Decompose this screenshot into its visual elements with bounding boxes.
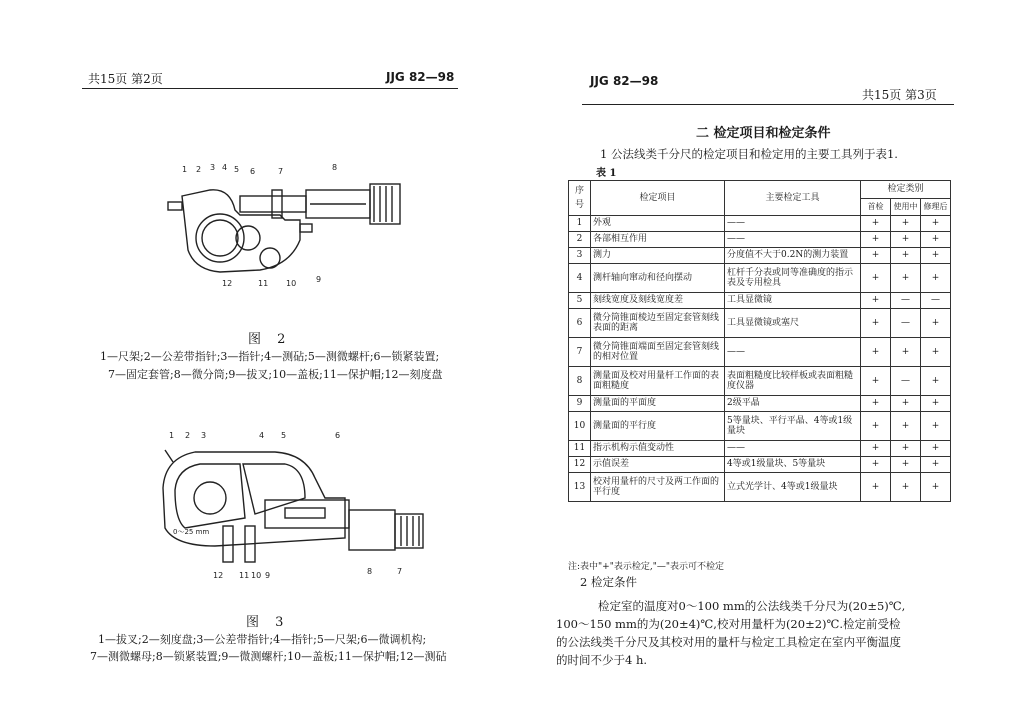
row-no: 10 bbox=[569, 412, 591, 441]
fig2-callout-1: 1 bbox=[182, 165, 188, 174]
figure3-caption-line1: 1—拔叉;2—刻度盘;3—公差带指针;4—指针;5—尺架;6—微调机构; bbox=[98, 633, 427, 646]
fig3-callout-6: 6 bbox=[335, 431, 341, 440]
row-item: 示值误差 bbox=[591, 457, 725, 473]
row-cat-repair: + bbox=[921, 248, 951, 264]
row-item: 测量面及校对用量杆工作面的表面粗糙度 bbox=[591, 367, 725, 396]
table-row bbox=[569, 367, 951, 396]
row-cat-first: + bbox=[861, 264, 891, 293]
row-cat-inuse: + bbox=[891, 457, 921, 473]
row-cat-repair: + bbox=[921, 338, 951, 367]
row-cat-inuse: — bbox=[891, 293, 921, 309]
fig2-callout-2: 2 bbox=[196, 165, 202, 174]
left-header-rule bbox=[82, 88, 458, 89]
fig2-callout-12: 12 bbox=[222, 279, 233, 288]
row-cat-first: + bbox=[861, 457, 891, 473]
row-cat-first: + bbox=[861, 367, 891, 396]
fig3-callout-4: 4 bbox=[259, 431, 265, 440]
fig2-callout-3: 3 bbox=[210, 163, 216, 172]
row-item: 测量面的平行度 bbox=[591, 412, 725, 441]
header-no-top: 序 bbox=[574, 185, 584, 196]
row-cat-first: + bbox=[861, 441, 891, 457]
fig3-callout-10: 10 bbox=[251, 571, 262, 580]
row-cat-inuse: + bbox=[891, 232, 921, 248]
row-tool: —— bbox=[725, 216, 861, 232]
header-cat-inuse: 使用中 bbox=[891, 198, 921, 216]
row-cat-repair: + bbox=[921, 367, 951, 396]
row-no: 8 bbox=[569, 367, 591, 396]
fig3-callout-3: 3 bbox=[201, 431, 207, 440]
row-cat-inuse: — bbox=[891, 367, 921, 396]
row-item: 测量面的平面度 bbox=[591, 396, 725, 412]
fig3-callout-7: 7 bbox=[397, 567, 403, 576]
figure2-caption-line2: 7—固定套管;8—微分筒;9—拔叉;10—盖板;11—保护帽;12—刻度盘 bbox=[108, 368, 443, 381]
paragraph-2-line1: 检定室的温度对0～100 mm的公法线类千分尺为(20±5)℃, bbox=[598, 599, 906, 613]
header-cat-repair: 修理后 bbox=[921, 198, 951, 216]
right-page-number: 共15页 第3页 bbox=[862, 88, 937, 102]
row-tool: —— bbox=[725, 232, 861, 248]
row-cat-first: + bbox=[861, 248, 891, 264]
row-tool: 2级平晶 bbox=[725, 396, 861, 412]
row-no: 3 bbox=[569, 248, 591, 264]
row-cat-repair: + bbox=[921, 396, 951, 412]
fig2-callout-5: 5 bbox=[234, 165, 240, 174]
fig3-callout-1: 1 bbox=[169, 431, 175, 440]
figure2-title: 图 2 bbox=[248, 332, 292, 347]
row-no: 12 bbox=[569, 457, 591, 473]
row-item: 测力 bbox=[591, 248, 725, 264]
row-item: 外观 bbox=[591, 216, 725, 232]
figure3-drawing bbox=[155, 428, 430, 583]
fig2-callout-8: 8 bbox=[332, 163, 338, 172]
row-cat-first: + bbox=[861, 232, 891, 248]
table-row bbox=[569, 264, 951, 293]
row-no: 4 bbox=[569, 264, 591, 293]
row-cat-first: + bbox=[861, 309, 891, 338]
row-cat-repair: + bbox=[921, 216, 951, 232]
row-no: 5 bbox=[569, 293, 591, 309]
figure2-caption-line1: 1—尺架;2—公差带指针;3—指针;4—测砧;5—测微螺杆;6—锁紧装置; bbox=[100, 350, 440, 363]
row-cat-repair: + bbox=[921, 264, 951, 293]
row-item: 指示机构示值变动性 bbox=[591, 441, 725, 457]
table-row bbox=[569, 396, 951, 412]
row-cat-repair: + bbox=[921, 473, 951, 502]
left-page-number: 共15页 第2页 bbox=[88, 72, 163, 86]
paragraph-1: 1 公法线类千分尺的检定项目和检定用的主要工具列于表1. bbox=[600, 147, 898, 161]
section-title: 二 检定项目和检定条件 bbox=[696, 126, 831, 141]
row-item: 测杆轴向窜动和径向摆动 bbox=[591, 264, 725, 293]
fig3-callout-2: 2 bbox=[185, 431, 191, 440]
fig2-callout-9: 9 bbox=[316, 275, 322, 284]
row-tool: 工具显微镜或塞尺 bbox=[725, 309, 861, 338]
row-tool: —— bbox=[725, 441, 861, 457]
row-tool: —— bbox=[725, 338, 861, 367]
fig3-callout-5: 5 bbox=[281, 431, 287, 440]
right-header-rule bbox=[582, 104, 954, 105]
row-tool: 表面粗糙度比较样板或表面粗糙度仪器 bbox=[725, 367, 861, 396]
row-no: 13 bbox=[569, 473, 591, 502]
table-header-row bbox=[569, 181, 951, 199]
table-label: 表 1 bbox=[596, 168, 617, 179]
fig2-callout-6: 6 bbox=[250, 167, 256, 176]
row-item: 微分筒锥面端面至固定套管刻线的相对位置 bbox=[591, 338, 725, 367]
row-no: 11 bbox=[569, 441, 591, 457]
fig3-callout-9: 9 bbox=[265, 571, 271, 580]
table-row bbox=[569, 412, 951, 441]
inspection-items-table bbox=[568, 180, 951, 502]
header-category: 检定类别 bbox=[861, 181, 951, 199]
paragraph-2-line4: 的时间不少于4 h. bbox=[556, 653, 648, 667]
figure3-caption-line2: 7—测微螺母;8—锁紧装置;9—微测螺杆;10—盖板;11—保护帽;12—测砧 bbox=[90, 650, 447, 663]
row-cat-repair: + bbox=[921, 232, 951, 248]
fig3-callout-11: 11 bbox=[239, 571, 250, 580]
fig2-callout-10: 10 bbox=[286, 279, 297, 288]
row-no: 9 bbox=[569, 396, 591, 412]
row-tool: 立式光学计、4等或1级量块 bbox=[725, 473, 861, 502]
paragraph-2-line3: 的公法线类千分尺及其校对用的量杆与检定工具检定在室内平衡温度 bbox=[556, 635, 901, 649]
row-tool: 5等量块、平行平晶、4等或1级量块 bbox=[725, 412, 861, 441]
row-item: 微分筒锥面棱边至固定套管刻线表面的距离 bbox=[591, 309, 725, 338]
row-no: 1 bbox=[569, 216, 591, 232]
row-no: 6 bbox=[569, 309, 591, 338]
header-no-bottom: 号 bbox=[574, 200, 584, 210]
table-note: 注:表中"+"表示检定,"—"表示可不检定 bbox=[568, 562, 724, 572]
row-no: 7 bbox=[569, 338, 591, 367]
left-page-standard-code: JJG 82—98 bbox=[386, 70, 455, 84]
figure3-title: 图 3 bbox=[246, 615, 290, 630]
paragraph-2-line2: 100～150 mm的为(20±4)℃,校对用量杆为(20±2)℃.检定前受检 bbox=[556, 617, 901, 631]
row-tool: 杠杆千分表或同等准确度的指示表及专用检具 bbox=[725, 264, 861, 293]
fig2-callout-7: 7 bbox=[278, 167, 284, 176]
row-item: 各部相互作用 bbox=[591, 232, 725, 248]
table-row bbox=[569, 293, 951, 309]
header-item: 检定项目 bbox=[591, 181, 725, 216]
row-tool: 4等或1级量块、5等量块 bbox=[725, 457, 861, 473]
header-cat-first: 首检 bbox=[861, 198, 891, 216]
row-tool: 分度值不大于0.2N的测力装置 bbox=[725, 248, 861, 264]
row-cat-inuse: + bbox=[891, 396, 921, 412]
row-cat-repair: — bbox=[921, 293, 951, 309]
row-cat-inuse: + bbox=[891, 473, 921, 502]
row-cat-first: + bbox=[861, 216, 891, 232]
row-cat-first: + bbox=[861, 293, 891, 309]
table-row bbox=[569, 441, 951, 457]
row-item: 刻线宽度及刻线宽度差 bbox=[591, 293, 725, 309]
right-page-standard-code: JJG 82—98 bbox=[590, 74, 659, 88]
row-cat-inuse: + bbox=[891, 338, 921, 367]
fig3-callout-8: 8 bbox=[367, 567, 373, 576]
table-row bbox=[569, 309, 951, 338]
table-row bbox=[569, 473, 951, 502]
row-cat-inuse: — bbox=[891, 309, 921, 338]
fig3-range-label: 0～25 mm bbox=[173, 528, 210, 536]
row-tool: 工具显微镜 bbox=[725, 293, 861, 309]
row-cat-first: + bbox=[861, 473, 891, 502]
table-row bbox=[569, 457, 951, 473]
row-item: 校对用量杆的尺寸及两工作面的平行度 bbox=[591, 473, 725, 502]
table-row bbox=[569, 338, 951, 367]
row-no: 2 bbox=[569, 232, 591, 248]
fig2-callout-11: 11 bbox=[258, 279, 269, 288]
row-cat-inuse: + bbox=[891, 441, 921, 457]
row-cat-inuse: + bbox=[891, 248, 921, 264]
row-cat-repair: + bbox=[921, 457, 951, 473]
row-cat-repair: + bbox=[921, 441, 951, 457]
row-cat-repair: + bbox=[921, 412, 951, 441]
fig3-callout-12: 12 bbox=[213, 571, 224, 580]
row-cat-inuse: + bbox=[891, 412, 921, 441]
figure2-drawing bbox=[160, 160, 420, 290]
table-row bbox=[569, 216, 951, 232]
table-row bbox=[569, 232, 951, 248]
table-body bbox=[569, 216, 951, 502]
row-cat-repair: + bbox=[921, 309, 951, 338]
row-cat-first: + bbox=[861, 396, 891, 412]
table-row bbox=[569, 248, 951, 264]
fig2-callout-4: 4 bbox=[222, 163, 228, 172]
header-tool: 主要检定工具 bbox=[725, 181, 861, 216]
row-cat-first: + bbox=[861, 412, 891, 441]
row-cat-inuse: + bbox=[891, 264, 921, 293]
row-cat-first: + bbox=[861, 338, 891, 367]
section-2-title: 2 检定条件 bbox=[580, 575, 637, 589]
header-no bbox=[569, 181, 591, 216]
row-cat-inuse: + bbox=[891, 216, 921, 232]
